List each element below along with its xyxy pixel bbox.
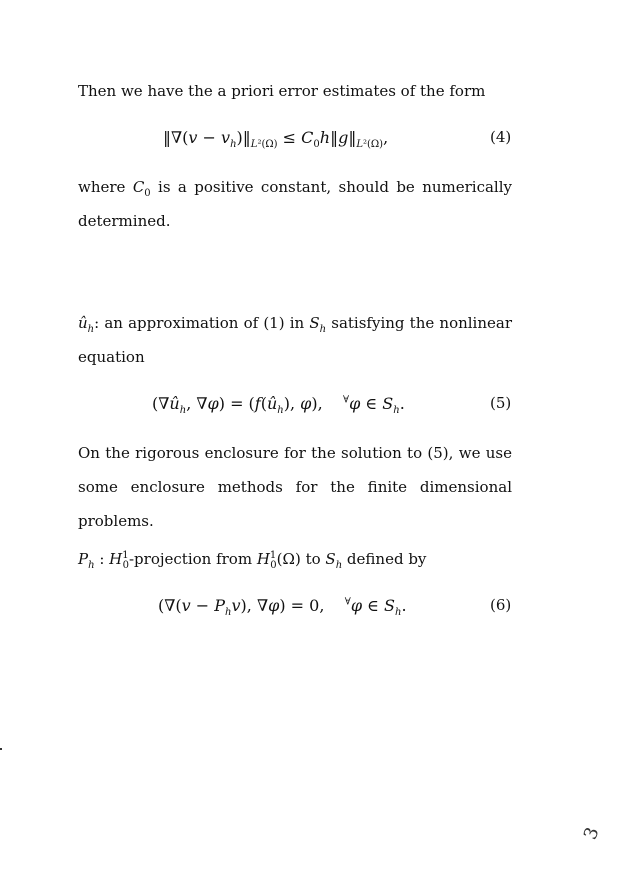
text-defined-by: defined by xyxy=(342,550,427,568)
equation-5-math: ($\nabla û_h$, $\nabla\varphi) = (f(û_h)$, φ), ∀φ ∈ $S_h$. xyxy=(152,394,405,417)
equation-6 xyxy=(0,596,621,622)
margin-mark xyxy=(0,748,2,750)
equation-6-math: ($\nabla(v - P_hv)$, ∇φ) = 0, ∀φ ∈ $S_h$. xyxy=(158,596,407,619)
equation-number: (6) xyxy=(490,596,512,614)
text-satisfying: satisfying the nonlinear equation xyxy=(78,314,513,366)
text-projection: -projection from xyxy=(128,550,257,568)
page-number: 3 xyxy=(579,824,604,843)
paragraph-rigorous xyxy=(78,436,512,538)
text-rigorous: On the rigorous enclosure for the solution to (5), we use some enclosure methods for the finite dimensional problems. xyxy=(78,444,512,530)
text-a-priori: Then we have the a priori error estimates of the form xyxy=(78,82,486,100)
equation-4-math: ‖∇(v − $v_h)‖_{L^2(\Omega)}$ ≤ $C_0h‖g‖_{L^2(\Omega)}$, xyxy=(163,128,389,151)
paragraph-c0: where $C_0$ is a positive constant, should be numerically determined. xyxy=(78,178,512,230)
equation-number: (5) xyxy=(490,394,512,412)
paragraph-ph: $P_h$ : $H^1_0$-projection from $H^1_0(\Omega)$ to $S_h$ defined by xyxy=(78,550,427,571)
paragraph-uh: $û_h$: an approximation of (1) in $S_h$ satisfying the nonlinear equation xyxy=(78,314,513,366)
text-where: where xyxy=(78,178,133,196)
equation-5 xyxy=(0,394,621,420)
text-approximation: : an approximation of (1) in xyxy=(94,314,310,332)
paragraph-a-priori xyxy=(78,74,512,108)
equation-number: (4) xyxy=(490,128,512,146)
text-positive-constant: is a positive constant, should be numerically determined. xyxy=(78,178,512,230)
equation-4 xyxy=(0,128,621,154)
text-to: to xyxy=(300,550,326,568)
